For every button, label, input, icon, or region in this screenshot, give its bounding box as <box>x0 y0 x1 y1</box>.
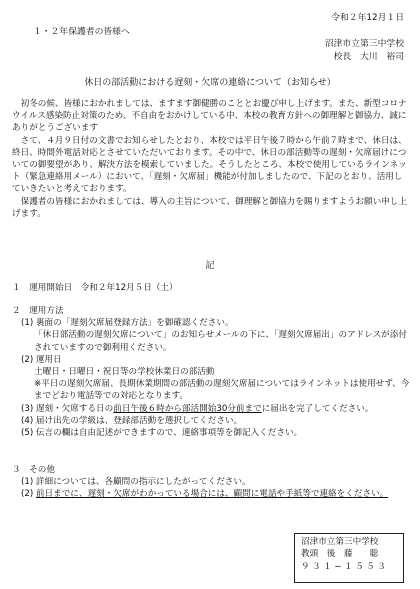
contact-box <box>294 533 404 583</box>
section-3-heading: ３ その他 <box>12 465 55 475</box>
contact-school: 沼津市立第三中学校 <box>301 537 379 547</box>
item-3-suffix: に届出を完了してください。 <box>261 403 374 414</box>
section-3-item-2 <box>12 488 412 500</box>
document-title: 休日の部活動における遅刻・欠席の連絡について（お知らせ） <box>84 78 336 88</box>
section-2-item-1: (1) 裏面の「遅刻欠席届登録方法」を御確認ください。 <box>21 318 234 329</box>
section-3-item-1: (1) 詳細については、各顧問の指示にしたがってください。 <box>21 477 251 488</box>
section-2-item-3 <box>12 403 412 415</box>
ki-heading: 記 <box>205 261 215 271</box>
recipient: １・２年保護者の皆様へ <box>33 27 130 37</box>
body-paragraph: 初冬の候、皆様におかれましては、ますます御健勝のこととお慶び申し上げます。また、新型コロナウイルス感染防止対策のため、不自由をおかけしている中、本校の教育方針への御理解と御協力、誠にありがとうございます <box>12 99 407 134</box>
contact-phone: ９３１−１５５３ <box>301 561 389 572</box>
section-2-item-4: (4) 届け出先の学級は、登録部活動を選択してください。 <box>21 415 243 426</box>
body-paragraph: 保護者の皆様におかれましては、導入の主旨について、御理解と御協力を賜りますようお願い申し上げます。 <box>12 196 407 219</box>
section-2-item-1-note: 「休日部活動の遅刻欠席について」のお知らせメールの下に、「遅刻欠席届出」のアドレスが添付されていますので御利用ください。 <box>34 330 407 353</box>
contact-teacher: 教頭 後 藤 聡 <box>301 549 379 560</box>
section-1: １ 運用開始日 令和２年12月５日（土） <box>12 283 178 293</box>
section-2-item-2-note: ※平日の遅刻欠席届、長期休業期間の部活動の遅刻欠席届についてはラインネットは使用せず、今までどおり電話等での対応となります。 <box>34 379 410 402</box>
principal-name: 校長 大川 裕司 <box>333 52 404 63</box>
item-3-deadline: 前日午後６時から部活開始30分前まで <box>113 403 262 414</box>
body-paragraph: さて、４月９日付の文書でお知らせしたとおり、本校では平日午後７時から午前７時まで、休日は、終日、時間外電話対応とさせていただいております。その中で、休日の部活動等の遅刻・欠席届けについての御要望があり、解決方法を模索していました。そうしたところ、本校で使用しているラインネット（緊急連絡用メール）において、「遅刻・欠席届」機能が付加しましたので、下記のとおり、活用していきたいと考えております。 <box>12 135 407 195</box>
item-2-prefix: (2) <box>21 489 36 500</box>
item-2-text: 前日までに、遅刻・欠席がわかっている場合には、顧問に電話や手紙等で連絡をください。 <box>35 489 389 500</box>
section-2-item-5: (5) 伝言の欄は自由記述ができますので、連絡事項等を御記入ください。 <box>21 428 303 439</box>
section-2-item-2-days: 土曜日・日曜日・祝日等の学校休業日の部活動 <box>34 367 215 378</box>
school-name: 沼津市立第三中学校 <box>324 39 404 49</box>
section-2-heading: ２ 運用方法 <box>12 306 64 316</box>
section-3 <box>12 464 412 501</box>
document-date: 令和２年12月１日 <box>331 13 404 23</box>
section-2 <box>12 305 412 439</box>
section-2-item-2: (2) 運用日 <box>21 354 62 365</box>
item-3-prefix: (3) 遅刻・欠席する日の <box>21 403 114 414</box>
body-text <box>12 98 410 220</box>
sender-block <box>325 38 404 64</box>
